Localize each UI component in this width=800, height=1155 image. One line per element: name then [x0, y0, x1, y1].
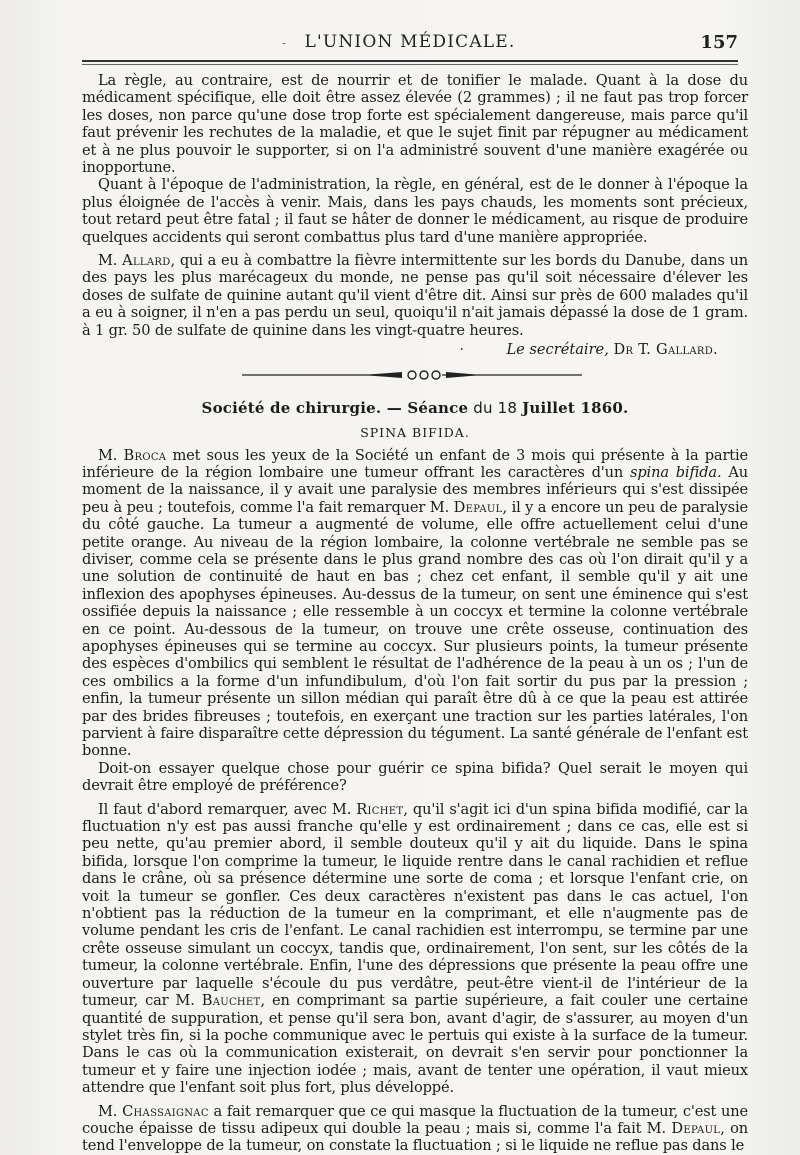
header-rule [82, 60, 738, 62]
header-rule-thin [82, 64, 738, 65]
speaker-name: Depaul [671, 1119, 721, 1137]
secretary-signature: · Le secrétaire, Dr T. Gallard. [459, 341, 718, 359]
journal-title: L'UNION MÉDICALE. [304, 32, 516, 52]
paragraph-broca: M. Broca met sous les yeux de la Société un enfant de 3 mois qui présente à la partie inférieure de la région lombaire une tumeur offrant les caractères d'un spina bifida. Au moment de la naissance, il y avait une paralysie des membres inférieurs qui s'est dissipée peu à peu ; toutefois, comme l'a fait remarquer M. Depaul, il y a encore un peu de paralysie du côté gauche. La tumeur a augmenté de volume, elle offre actuellement celui d'une petite orange. Au niveau de la région lombaire, la colonne vertébrale ne semble pas se diviser, comme cela se présente dans le plus grand nombre des cas où l'on dirait qu'il y a une solution de continuité de haut en bas ; chez cet enfant, il semble qu'il y ait une inflexion des apophyses épineuses. Au-dessus de la tumeur, on sent une éminence qui s'est ossifiée depuis la naissance ; elle ressemble à un coccyx et termine la colonne vertébrale en ce point. Au-dessous de la tumeur, on trouve une crête osseuse, continuation des apophyses épineuses qui se termine au coccyx. Sur plusieurs points, la tumeur présente des espèces d'ombilics qui semblent le résultat de l'adhérence de la peau à un os ; l'un de ces ombilics a la forme d'un infundibulum, d'où l'on fait sortir du pus par la pression ; enfin, la tumeur présente un sillon médian qui paraît être dû à ce que la peau est attirée par des brides fibreuses ; toutefois, en exerçant une traction sur les parties latérales, l'on parvient à faire disparaître cette dépression du tégument. La santé générale de l'enfant est bonne. [82, 446, 748, 760]
speaker-name: Bauchet [201, 992, 261, 1010]
ornament-rule-icon [242, 369, 582, 381]
speaker-name: Richet [356, 800, 404, 818]
secretary-name: Dr T. Gallard. [613, 341, 718, 359]
ornament-divider [82, 363, 748, 387]
section-heading: Société de chirurgie. — Séance du 18 Juillet 1860. [201, 398, 629, 417]
secretary-title: Le secrétaire, [506, 341, 609, 359]
header-dash: - [282, 36, 287, 50]
running-header [82, 28, 738, 58]
paragraph-question: Doit-on essayer quelque chose pour guérir ce spina bifida? Quel serait le moyen qui devrait être employé de préférence? [82, 759, 748, 795]
speaker-name: Broca [123, 446, 167, 464]
paragraph-richet: Il faut d'abord remarquer, avec M. Richet, qu'il s'agit ici d'un spina bifida modifié, car la fluctuation n'y est pas aussi franche qu'elle y est ordinairement ; dans ce cas, elle est si peu nette, qu'au premier abord, il semble douteux qu'il y ait du liquide. Dans le spina bifida, lorsque l'on comprime la tumeur, le liquide rentre dans le canal rachidien et reflue dans le crâne, où sa présence détermine une sorte de coma ; et lorsque l'enfant crie, on voit la tumeur se gonfler. Ces deux caractères n'existent pas dans le cas actuel, l'on n'obtient pas la réduction de la tumeur en la comprimant, et elle n'augmente pas de volume pendant les cris de l'enfant. Le canal rachidien est interrompu, se termine par une crête osseuse simulant un coccyx, tandis que, ordinairement, l'on sent, sur les côtés de la tumeur, la colonne vertébrale. Enfin, l'une des dépressions que présente la peau offre une ouverture par laquelle s'écoule du pus verdâtre, peut-être vient-il de l'intérieur de la tumeur, car M. Bauchet, en comprimant sa partie supérieure, a fait couler une certaine quantité de suppuration, et pense qu'il sera bon, avant d'agir, de s'assurer, au moyen d'un stylet très fin, si la poche communique avec le pertuis qui existe à la surface de la tumeur. Dans le cas où la communication existerait, on devrait s'en servir pour ponctionner la tumeur et y faire une injection iodée ; mais, avant de tenter une opération, il vaut mieux attendre que l'enfant soit plus fort, plus développé. [82, 800, 748, 1097]
page-number: 157 [700, 32, 738, 53]
speaker-name: Chassaignac [122, 1102, 209, 1120]
paragraph-dosage: La règle, au contraire, est de nourrir et de tonifier le malade. Quant à la dose du médicament spécifique, elle doit être assez élevée (2 grammes) ; il ne faut pas trop forcer les doses, non parce qu'une dose trop forte est spécialement dangereuse, mais parce qu'il faut prévenir les rechutes de la maladie, et que le sujet finit par répugner au médicament et à ne plus pouvoir le supporter, si on l'a administré souvent d'une manière exagérée ou inopportune. [82, 72, 748, 177]
speaker-name: Allard [122, 252, 171, 270]
article-body [82, 72, 748, 1155]
paragraph-allard: M. Allard, qui a eu à combattre la fièvre intermittente sur les bords du Danube, dans un des pays les plus marécageux du monde, ne pense pas qu'il soit nécessaire d'élever les doses de sulfate de quinine autant qu'il vient d'être dit. Ainsi sur près de 600 malades qu'il a eu à soigner, il n'en a pas perdu un seul, quoiqu'il n'ait jamais dépassé la dose de 1 gram. à 1 gr. 50 de sulfate de quinine dans les vingt-quatre heures. [82, 252, 748, 339]
paragraph-administration-timing: Quant à l'époque de l'administration, la règle, en général, est de le donner à l'époque la plus éloignée de l'accès à venir. Mais, dans les pays chauds, les moments sont précieux, tout retard peut être fatal ; il faut se hâter de donner le médicament, au risque de produire quelques accidents qui seront combattus plus tard d'une manière appropriée. [82, 176, 748, 246]
paragraph-chassaignac: M. Chassaignac a fait remarquer que ce qui masque la fluctuation de la tumeur, c'est une couche épaisse de tissu adipeux qui double la peau ; mais si, comme l'a fait M. Depaul, on tend l'enveloppe de la tumeur, on constate la fluctuation ; si le liquide ne reflue pas dans le [82, 1102, 748, 1155]
subheading-spina-bifida: SPINA BIFIDA. [360, 424, 470, 440]
speaker-name: Depaul [453, 498, 503, 516]
